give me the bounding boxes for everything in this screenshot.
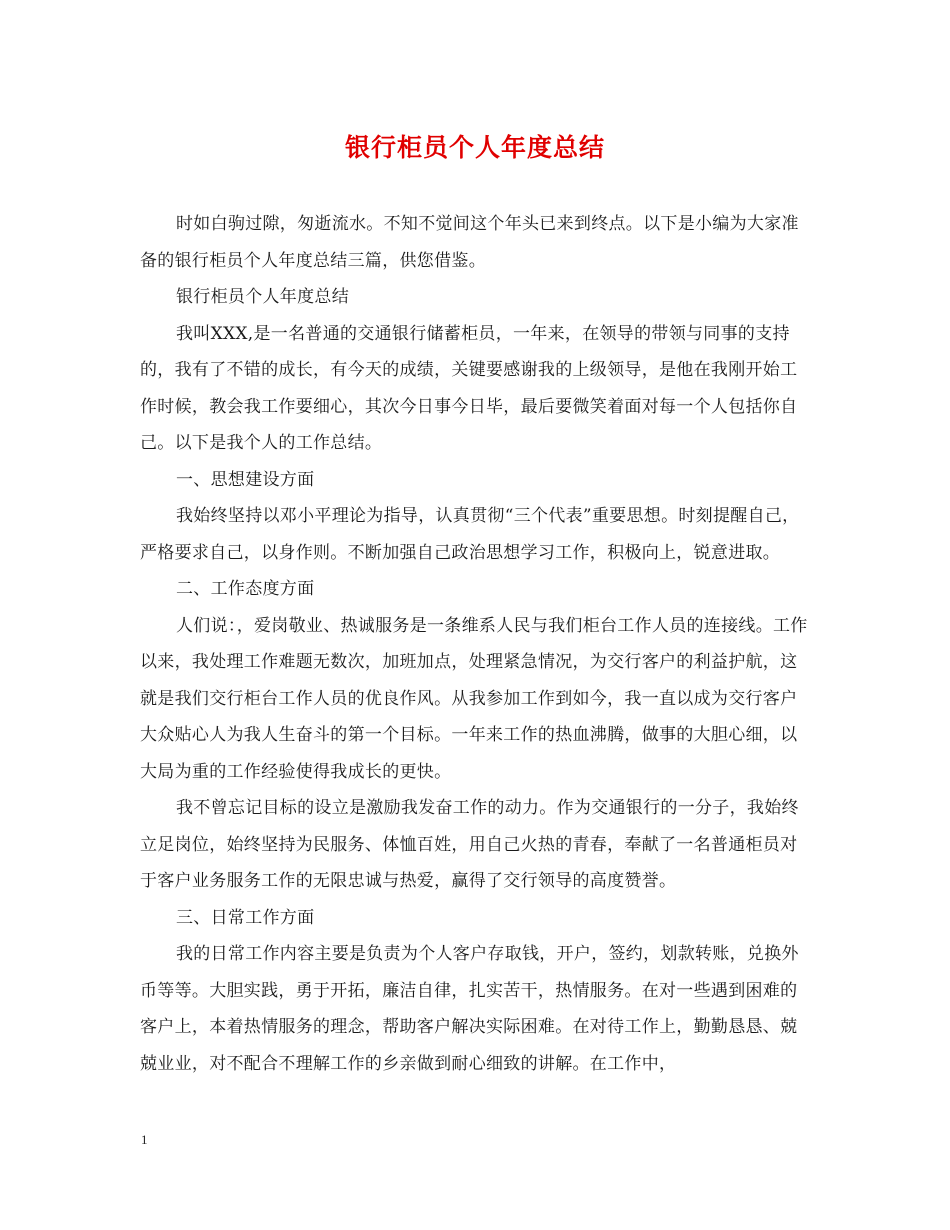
document-body: [140, 206, 812, 1082]
daily-work-paragraph: 我的日常工作内容主要是负责为个人客户存取钱，开户，签约，划款转账，兑换外币等等。大胆实践，勇于开拓，廉洁自律，扎实苦干，热情服务。在对一些遇到困难的客户上，本着热情服务的理念，帮助客户解决实际困难。在对待工作上，勤勤恳恳、兢兢业业，对不配合不理解工作的乡亲做到耐心细致的讲解。在工作中，: [140, 944, 799, 1074]
section-heading-ideology: 一、思想建设方面: [176, 469, 315, 490]
attitude-paragraph: 人们说：，爱岗敬业、热诚服务是一条维系人民与我们柜台工作人员的连接线。工作以来，我处理工作难题无数次，加班加点，处理紧急情况，为交行客户的利益护航，这就是我们交行柜台工作人员的优良作风。从我参加工作到如今，我一直以成为交行客户大众贴心人为我人生奋斗的第一个目标。一年来工作的热血沸腾，做事的大胆心细，以大局为重的工作经验使得我成长的更快。: [140, 615, 808, 782]
section-heading-summary: 银行柜员个人年度总结: [176, 287, 349, 307]
intro-paragraph: 时如白驹过隙，匆逝流水。不知不觉间这个年头已来到终点。以下是小编为大家准备的银行柜员个人年度总结三篇，供您借鉴。: [140, 214, 799, 271]
goal-paragraph: 我不曾忘记目标的设立是激励我发奋工作的动力。作为交通银行的一分子，我始终立足岗位，始终坚持为民服务、体恤百姓，用自己火热的青春，奉献了一名普通柜员对于客户业务服务工作的无限忠诚与热爱，赢得了交行领导的高度赞誉。: [140, 798, 799, 891]
ideology-paragraph: 我始终坚持以邓小平理论为指导，认真贯彻“三个代表”重要思想。时刻提醒自己，严格要求自己，以身作则。不断加强自己政治思想学习工作，积极向上，锐意进取。: [140, 506, 800, 563]
section-heading-daily-work: 三、日常工作方面: [176, 907, 315, 928]
self-introduction-paragraph: 我叫XXX,是一名普通的交通银行储蓄柜员，一年来，在领导的带领与同事的支持的，我有了不错的成长，有今天的成绩，关键要感谢我的上级领导，是他在我刚开始工作时候，教会我工作要细心，其次今日事今日毕，最后要微笑着面对每一个人包括你自己。以下是我个人的工作总结。: [140, 323, 798, 453]
section-heading-attitude: 二、工作态度方面: [176, 579, 315, 599]
document-title: 银行柜员个人年度总结: [344, 133, 605, 162]
page-number: 1: [141, 1132, 148, 1147]
